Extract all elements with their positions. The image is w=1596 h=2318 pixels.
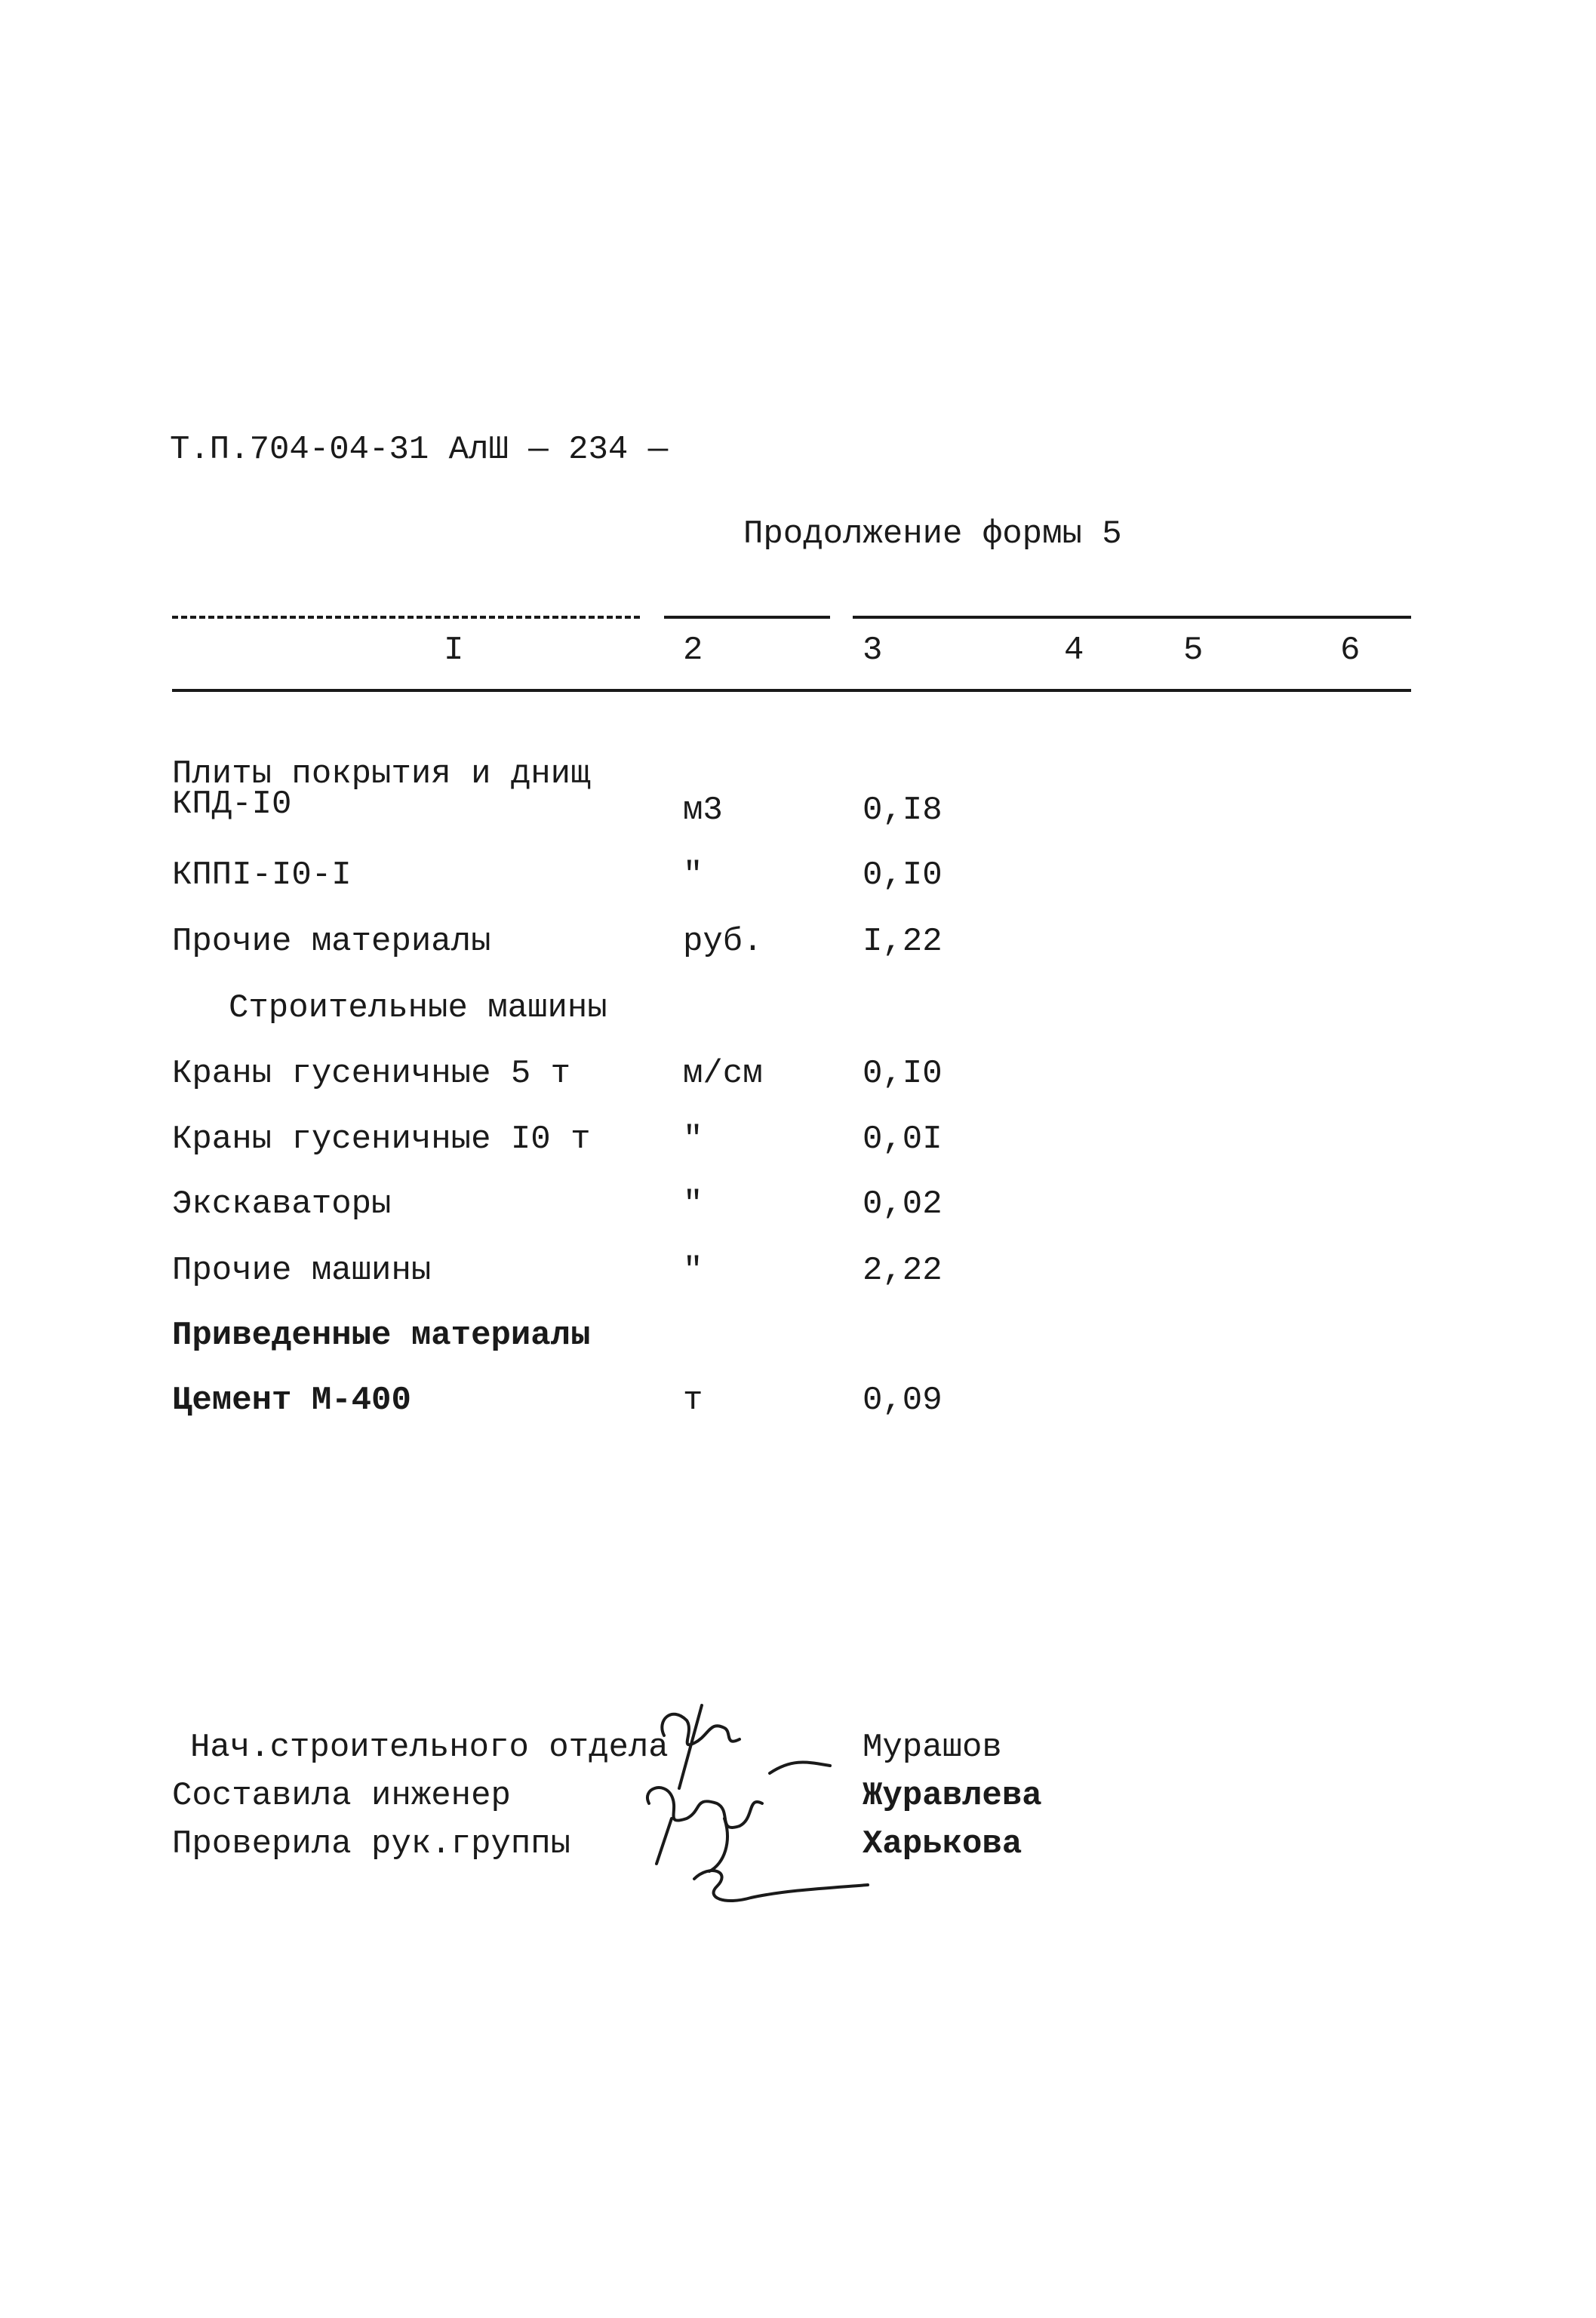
table-row-value: 0,I0 xyxy=(863,856,943,894)
section-heading-materials: Приведенные материалы xyxy=(172,1317,591,1354)
table-row-unit: " xyxy=(683,1185,703,1223)
table-row-value: 0,I8 xyxy=(863,792,943,829)
table-row-name: Прочие материалы xyxy=(172,923,491,961)
table-top-rule xyxy=(172,616,640,619)
table-header-rule xyxy=(172,689,1411,692)
table-row-value: 0,02 xyxy=(863,1185,943,1223)
table-row-name: Прочие машины xyxy=(172,1252,432,1290)
column-header-6: 6 xyxy=(1340,632,1361,669)
signature-name: Харькова xyxy=(863,1825,1022,1863)
signature-name: Журавлева xyxy=(863,1777,1042,1815)
table-row-name: КППI-I0-I xyxy=(172,856,352,894)
table-row-unit: т xyxy=(683,1382,703,1419)
table-row-unit: руб. xyxy=(683,923,763,961)
table-row-unit: " xyxy=(683,856,703,894)
table-row-value: 0,09 xyxy=(863,1382,943,1419)
table-row-unit: м3 xyxy=(683,792,723,829)
table-row-unit: " xyxy=(683,1121,703,1158)
table-top-rule xyxy=(853,616,1411,619)
section-heading-machines: Строительные машины xyxy=(229,989,607,1027)
table-row-unit: м/см xyxy=(683,1055,763,1093)
table-row-unit: " xyxy=(683,1252,703,1290)
table-row-name: Экскаваторы xyxy=(172,1185,392,1223)
column-header-1: I xyxy=(444,632,464,669)
signature-name: Мурашов xyxy=(863,1729,1002,1766)
table-top-rule xyxy=(664,616,830,619)
column-header-5: 5 xyxy=(1183,632,1204,669)
table-row-name: Плиты покрытия и днищ КПД-I0 xyxy=(172,755,591,823)
table-row-value: I,22 xyxy=(863,923,943,961)
table-row-name: Цемент М-400 xyxy=(172,1382,411,1419)
column-header-4: 4 xyxy=(1064,632,1084,669)
form-continuation-title: Продолжение формы 5 xyxy=(743,515,1122,553)
signature-role: Проверила рук.группы xyxy=(172,1825,571,1863)
table-row-name: Краны гусеничные I0 т xyxy=(172,1121,591,1158)
signature-role: Составила инженер xyxy=(172,1777,511,1815)
column-header-2: 2 xyxy=(683,632,703,669)
handwritten-signature xyxy=(619,1690,875,1917)
signature-role: Нач.строительного отдела xyxy=(190,1729,669,1766)
table-row-name: Краны гусеничные 5 т xyxy=(172,1055,571,1093)
document-reference: Т.П.704-04-31 АлШ — 234 — xyxy=(170,431,669,469)
table-row-value: 0,0I xyxy=(863,1121,943,1158)
table-row-value: 2,22 xyxy=(863,1252,943,1290)
table-row-value: 0,I0 xyxy=(863,1055,943,1093)
column-header-3: 3 xyxy=(863,632,883,669)
